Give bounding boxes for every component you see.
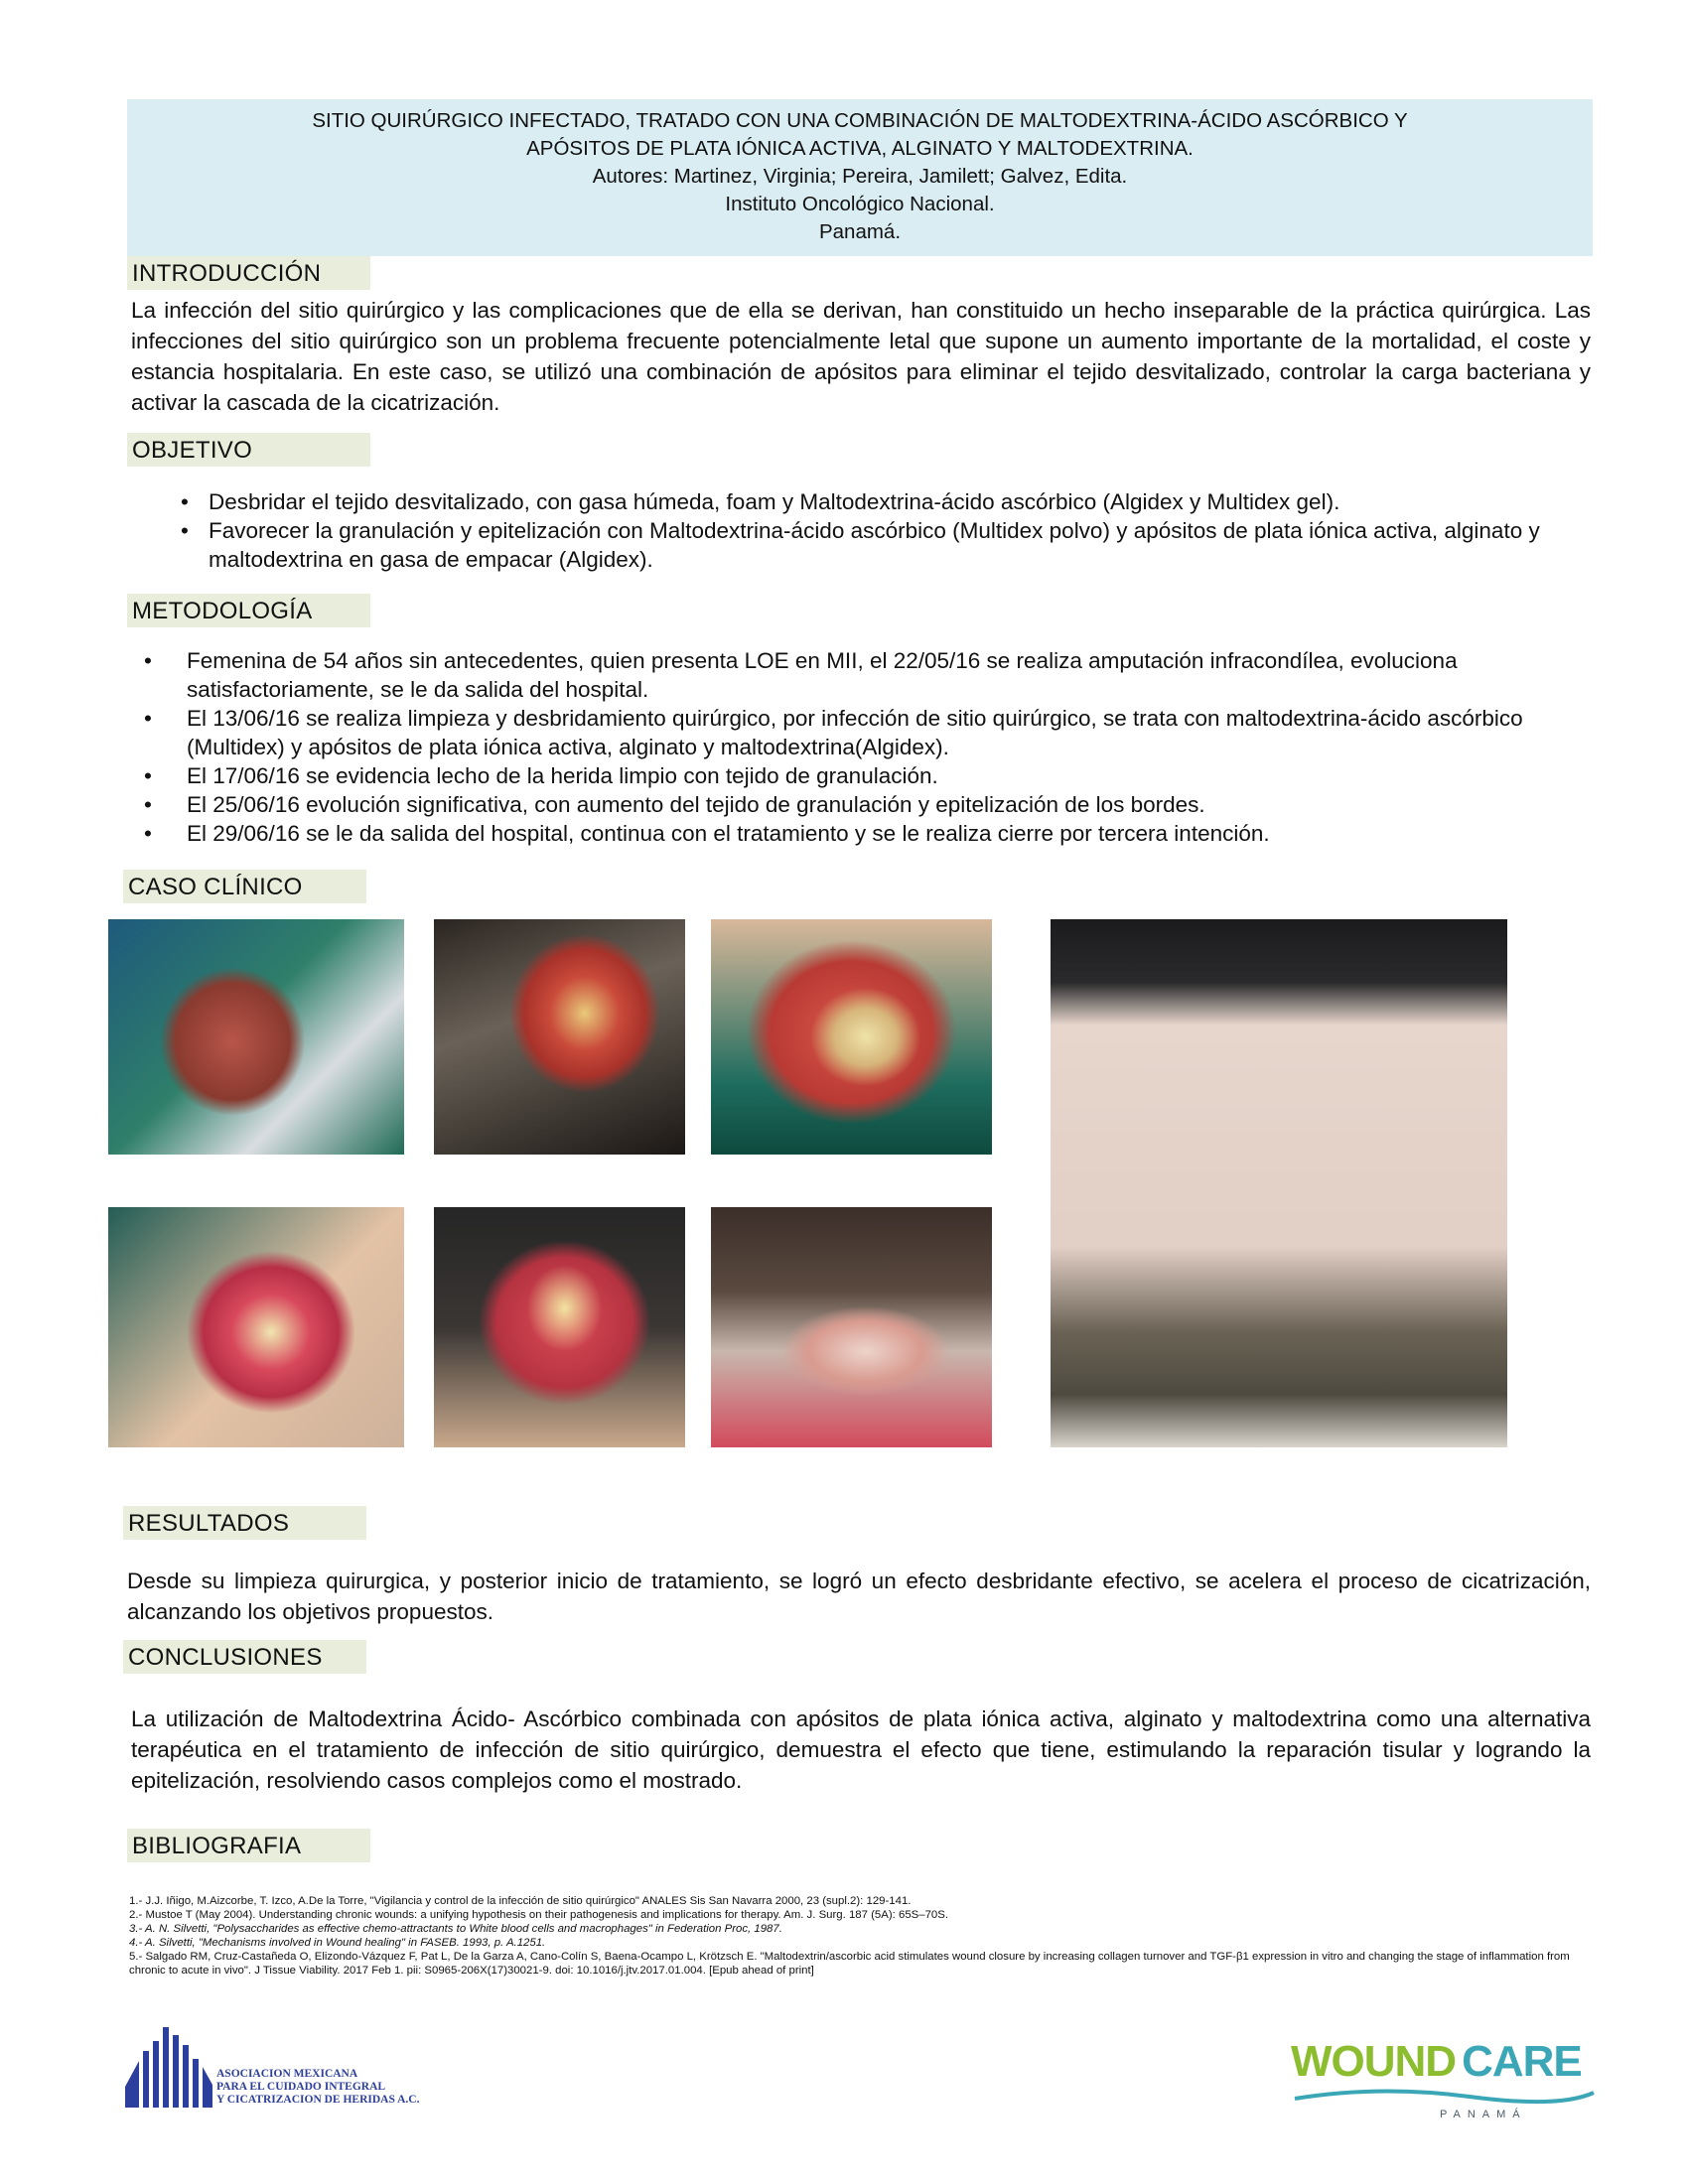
woundcare-swoosh-icon (1291, 2087, 1599, 2107)
objetivo-list (179, 487, 1569, 574)
clinical-photo-3 (711, 919, 992, 1155)
reference-item: 3.- A. N. Silvetti, "Polysaccharides as effective chemo-attractants to White blood cells and macrophages" in Federation Proc, 1987. (129, 1923, 782, 1935)
section-heading-caso-clinico: CASO CLÍNICO (123, 870, 366, 903)
bibliography-list (129, 1894, 1589, 1978)
metodologia-item: • El 13/06/16 se realiza limpieza y desbridamiento quirúrgico, por infección de sitio quirúrgico, se trata con maltodextrina-ácido ascórbico (Multidex) y apósitos de plata iónica activa, alginato y maltodextrina(Algidex). (144, 704, 1594, 761)
poster-authors: Autores: Martinez, Virginia; Pereira, Jamilett; Galvez, Edita. (592, 165, 1128, 188)
clinical-photo-2 (434, 919, 685, 1155)
poster-title-line2: APÓSITOS DE PLATA IÓNICA ACTIVA, ALGINATO Y MALTODEXTRINA. (526, 137, 1194, 160)
amcich-name-line1: ASOCIACION MEXICANA (216, 2068, 358, 2080)
metodologia-list (144, 646, 1594, 848)
amcich-name-line3: Y CICATRIZACION DE HERIDAS A.C. (216, 2094, 420, 2106)
woundcare-word-wound: WOUND (1291, 2037, 1457, 2086)
amcich-emblem-icon (123, 2015, 214, 2115)
reference-item: 4.- A. Silvetti, "Mechanisms involved in Wound healing" in FASEB. 1993, p. A.1251. (129, 1937, 546, 1949)
reference-item: 1.- J.J. Iñigo, M.Aizcorbe, T. Izco, A.De la Torre, "Vigilancia y control de la infección de sitio quirúrgico" ANALES Sis San Navarra 2000, 23 (supl.2): 129-141. (129, 1895, 912, 1907)
clinical-photo-5 (434, 1207, 685, 1447)
reference-item: 2.- Mustoe T (May 2004). Understanding chronic wounds: a unifying hypothesis on their pathogenesis and implications for therapy. Am. J. Surg. 187 (5A): 65S–70S. (129, 1909, 949, 1921)
section-heading-conclusiones: CONCLUSIONES (123, 1640, 366, 1674)
poster-country: Panamá. (818, 220, 902, 243)
woundcare-subtitle: PANAMÁ (1440, 2109, 1527, 2120)
section-heading-metodologia: METODOLOGÍA (127, 594, 370, 627)
section-heading-bibliografia: BIBLIOGRAFIA (127, 1829, 370, 1862)
section-heading-objetivo: OBJETIVO (127, 433, 370, 467)
objetivo-item: • Desbridar el tejido desvitalizado, con gasa húmeda, foam y Maltodextrina-ácido ascórbico (Algidex y Multidex gel). (179, 487, 1569, 516)
reference-item: 5.- Salgado RM, Cruz-Castañeda O, Elizondo-Vázquez F, Pat L, De la Garza A, Cano-Colín S, Baena-Ocampo L, Krötzsch E. "Maltodextrin/ascorbic acid stimulates wound closure by increasing collagen turnover and TGF-β1 expression in vitro and changing the stage of inflammation from chronic to acute in vivo". J Tissue Viability. 2017 Feb 1. pii: S0965-206X(17)30021-9. doi: 10.1016/j.jtv.2017.01.004. [Epub ahead of print] (129, 1951, 1570, 1977)
conclusiones-text: La utilización de Maltodextrina Ácido- Ascórbico combinada con apósitos de plata iónica activa, alginato y maltodextrina como una alternativa terapéutica en el tratamiento de infección de sitio quirúrgico, demuestra el efecto que tiene, estimulando la reparación tisular y logrando la epitelización, resolviendo casos complejos como el mostrado. (131, 1706, 1591, 1793)
woundcare-logo (1291, 2037, 1609, 2132)
clinical-photo-legs-prosthesis (1051, 919, 1507, 1447)
objetivo-item: • Favorecer la granulación y epitelización con Maltodextrina-ácido ascórbico (Multidex polvo) y apósitos de plata iónica activa, alginato y maltodextrina en gasa de empacar (Algidex). (179, 516, 1569, 574)
clinical-photo-4 (108, 1207, 404, 1447)
clinical-photo-6-healed (711, 1207, 992, 1447)
section-heading-resultados: RESULTADOS (123, 1506, 366, 1540)
metodologia-item: • Femenina de 54 años sin antecedentes, quien presenta LOE en MII, el 22/05/16 se realiza amputación infracondílea, evoluciona satisfactoriamente, se le da salida del hospital. (144, 646, 1594, 704)
resultados-text: Desde su limpieza quirurgica, y posterior inicio de tratamiento, se logró un efecto desbridante efectivo, se acelera el proceso de cicatrización, alcanzando los objetivos propuestos. (127, 1569, 1591, 1624)
poster-header (127, 99, 1593, 256)
poster-institution: Instituto Oncológico Nacional. (725, 193, 995, 215)
introduccion-text: La infección del sitio quirúrgico y las complicaciones que de ella se derivan, han constituido un hecho inseparable de la práctica quirúrgica. Las infecciones del sitio quirúrgico son un problema frecuente potencialmente letal que supone un aumento importante de la mortalidad, el coste y estancia hospitalaria. En este caso, se utilizó una combinación de apósitos para eliminar el tejido desvitalizado, controlar la carga bacteriana y activar la cascada de la cicatrización. (131, 298, 1591, 415)
metodologia-item: • El 29/06/16 se le da salida del hospital, continua con el tratamiento y se le realiza cierre por tercera intención. (144, 819, 1594, 848)
amcich-logo (123, 2015, 441, 2115)
clinical-photo-1 (108, 919, 404, 1155)
metodologia-item: • El 25/06/16 evolución significativa, con aumento del tejido de granulación y epitelización de los bordes. (144, 790, 1594, 819)
poster-title-line1: SITIO QUIRÚRGICO INFECTADO, TRATADO CON UNA COMBINACIÓN DE MALTODEXTRINA-ÁCIDO ASCÓRBICO Y (312, 109, 1408, 132)
amcich-name-line2: PARA EL CUIDADO INTEGRAL (216, 2081, 386, 2093)
woundcare-word-care: CARE (1462, 2037, 1582, 2086)
metodologia-item: • El 17/06/16 se evidencia lecho de la herida limpio con tejido de granulación. (144, 761, 1594, 790)
section-heading-introduccion: INTRODUCCIÓN (127, 256, 370, 290)
